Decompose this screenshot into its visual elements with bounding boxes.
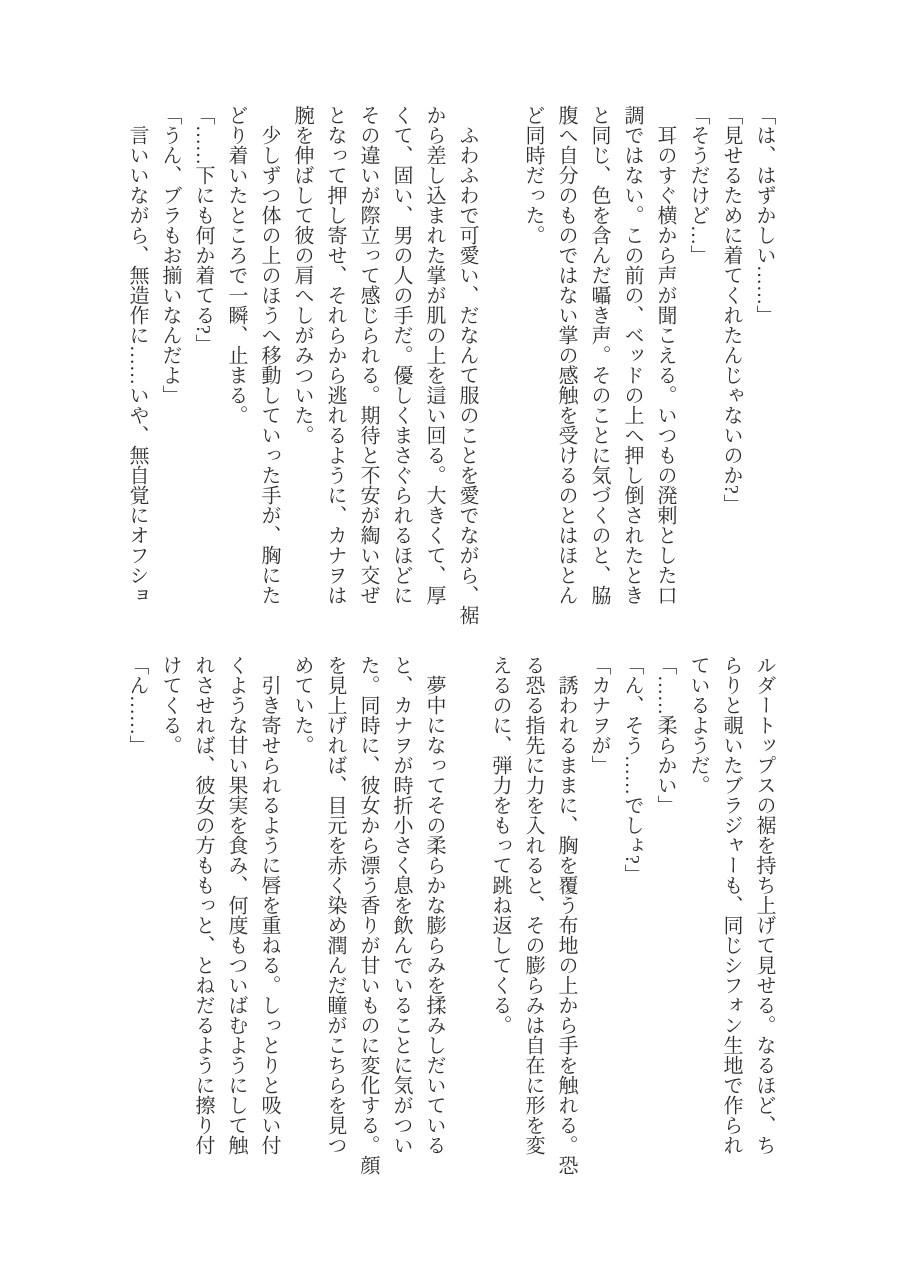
text-line: 引き寄せられるように唇を重ねる。しっとりと吸い付	[258, 655, 280, 1155]
text-line: けてくる。	[159, 655, 181, 755]
text-line: た。同時に、彼女から漂う香りが甘いものに変化する。顔	[357, 655, 379, 1175]
text-line: 「……柔らかい」	[654, 655, 676, 815]
text-line: となって押し寄せ、それらから逃れるように、カナヲは	[324, 105, 346, 605]
blank-line	[483, 105, 516, 625]
text-line: 少しずつ体の上のほうへ移動していった手が、胸にた	[258, 105, 280, 605]
text-line: ているようだ。	[687, 655, 709, 795]
text-line: と、カナヲが時折小さく息を飲んでいることに気がつい	[390, 655, 412, 1155]
text-line: 「ん、そう……でしょ?」	[621, 655, 643, 884]
text-line: 腹へ自分のものではない掌の感触を受けるのとはほとん	[555, 105, 577, 605]
text-line: くて、固い、男の人の手だ。優しくまさぐられるほどに	[390, 105, 412, 605]
text-line: えるのに、弾力をもって跳ね返してくる。	[489, 655, 511, 1035]
text-line: 言いいながら、無造作に……いや、無自覚にオフショ	[126, 105, 148, 605]
blank-line	[450, 655, 483, 1175]
text-line: ふわふわで可愛い、だなんて服のことを愛でながら、裾	[456, 105, 478, 625]
text-line: から差し込まれた掌が肌の上を這い回る。大きくて、厚	[423, 105, 445, 605]
text-line: 誘われるままに、胸を覆う布地の上から手を触れる。恐	[555, 655, 577, 1175]
text-line: くような甘い果実を食み、何度もついばむようにして触	[225, 655, 247, 1155]
text-line: 「カナヲが」	[588, 655, 610, 775]
text-line: どり着いたところで一瞬、止まる。	[225, 105, 247, 425]
text-line: その違いが際立って感じられる。期待と不安が綯い交ぜ	[357, 105, 379, 605]
text-line: 「は、はずかしい……」	[753, 105, 775, 325]
text-line: 「うん、ブラもお揃いなんだよ」	[159, 105, 181, 405]
text-line: ルダートップスの裾を持ち上げて見せる。なるほど、ち	[753, 655, 775, 1155]
text-line: る恐る指先に力を入れると、その膨らみは自在に形を変	[522, 655, 544, 1155]
text-line: 「見せるために着てくれたんじゃないのか?」	[720, 105, 742, 514]
text-line: 耳のすぐ横から声が聞こえる。いつもの溌剌とした口	[654, 105, 676, 605]
text-line: 夢中になってその柔らかな膨らみを揉みしだいている	[423, 655, 445, 1155]
text-line: と同じ、色を含んだ囁き声。そのことに気づくのと、脇	[588, 105, 610, 605]
text-line: を見上げれば、目元を赤く染め潤んだ瞳がこちらを見つ	[324, 655, 346, 1155]
text-line: れさせれば、彼女の方ももっと、とねだるように擦り付	[192, 655, 214, 1155]
text-line: らりと覗いたブラジャーも、同じシフォン生地で作られ	[720, 655, 742, 1155]
text-line: 「……下にも何か着てる?」	[192, 105, 214, 354]
text-line: 「そうだけど…」	[687, 105, 709, 265]
text-line: 腕を伸ばして彼の肩へしがみついた。	[291, 105, 313, 445]
text-line: ど同時だった。	[522, 105, 544, 245]
text-line: 「ん……」	[126, 655, 148, 755]
text-block-lower	[120, 655, 780, 1175]
text-block-upper	[120, 105, 780, 625]
text-line: めていた。	[291, 655, 313, 755]
text-line: 調ではない。この前の、ベッドの上へ押し倒されたとき	[621, 105, 643, 605]
